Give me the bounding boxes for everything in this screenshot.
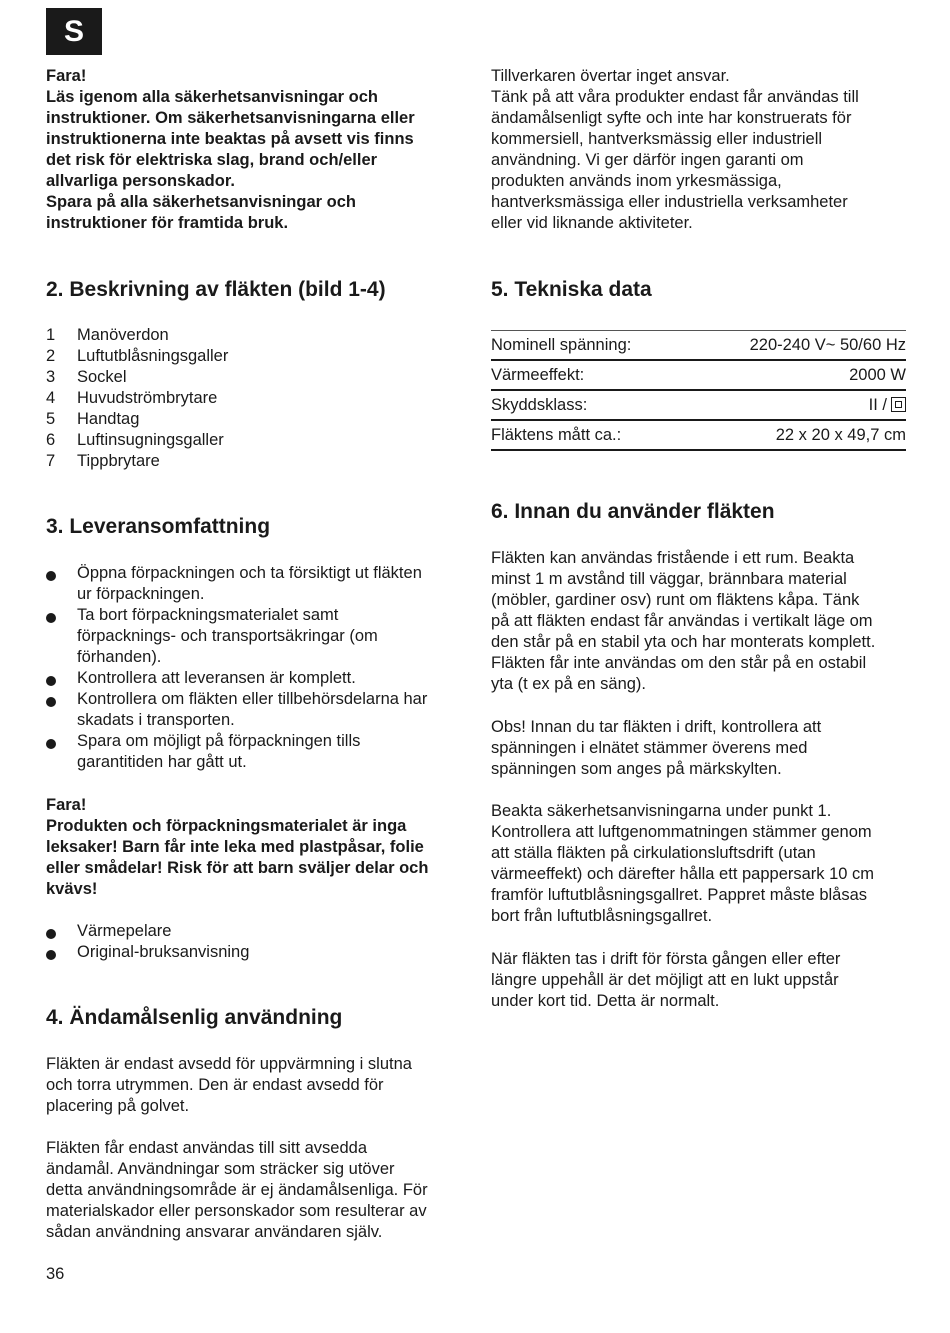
warning-line: instruktioner för framtida bruk.	[46, 214, 289, 232]
warning-line: Spara på alla säkerhetsanvisningar och	[46, 193, 356, 211]
paragraph-line: När fläkten tas i drift för första gången eller efter	[491, 950, 841, 968]
paragraph-line: sådan användning ansvarar användaren själv.	[46, 1223, 383, 1241]
voltage-check-paragraph	[491, 717, 906, 780]
table-row	[491, 420, 906, 450]
paragraph-line: eller vid liknande aktiviteter.	[491, 214, 693, 232]
paragraph-line: materialskador eller personskador som resulterar av	[46, 1202, 427, 1220]
list-item	[46, 409, 461, 430]
misuse-paragraph	[46, 1138, 461, 1243]
paragraph-line: Tillverkaren övertar inget ansvar.	[491, 67, 730, 85]
table-cell-value: 2000 W	[687, 360, 906, 390]
item-line: Värmepelare	[77, 922, 172, 940]
list-item	[46, 430, 461, 451]
airflow-check-paragraph	[491, 801, 906, 927]
item-label: Handtag	[77, 410, 140, 428]
warning-line: instruktioner. Om säkerhetsanvisningarna eller	[46, 109, 415, 127]
paragraph-line: spänningen i elnätet stämmer överens med	[491, 739, 808, 757]
paragraph-line: att ställa fläkten på cirkulationsluftsdrift (utan	[491, 844, 816, 862]
list-item	[46, 689, 461, 731]
paragraph-line: på att fläkten endast får användas i vertikalt läge om	[491, 612, 873, 630]
table-row	[491, 360, 906, 390]
delivery-steps-list	[46, 563, 461, 773]
table-cell-value-with-icon	[687, 390, 906, 420]
paragraph-line: bort från luftutblåsningsgallret.	[491, 907, 713, 925]
table-cell-label: Skyddsklass:	[491, 390, 687, 420]
page-number: 36	[46, 1265, 65, 1283]
list-item	[46, 921, 461, 942]
item-line: förhanden).	[77, 648, 162, 666]
bullet-icon	[46, 571, 56, 581]
item-number: 7	[46, 452, 56, 470]
table-cell-label: Fläktens mått ca.:	[491, 420, 687, 450]
item-number: 4	[46, 389, 56, 407]
paragraph-line: yta (t ex på en säng).	[491, 675, 647, 693]
paragraph-line: spänningen som anges på märkskylten.	[491, 760, 782, 778]
item-number: 3	[46, 368, 56, 386]
section-5-heading: 5. Tekniska data	[491, 278, 652, 301]
paragraph-line: ändamålsenligt syfte och inte har konstruerats för	[491, 109, 852, 127]
item-line: Kontrollera om fläkten eller tillbehörsdelarna har	[77, 690, 428, 708]
paragraph-line: Kontrollera att luftgenommatningen stämmer genom	[491, 823, 872, 841]
paragraph-line: produkten används inom yrkesmässiga,	[491, 172, 782, 190]
paragraph-line: detta användningsområde är ej ändamålsenliga. För	[46, 1181, 428, 1199]
item-label: Huvudströmbrytare	[77, 389, 218, 407]
paragraph-line: framför luftutblåsningsgallret. Pappret måste blåsas	[491, 886, 868, 904]
paragraph-line: den står på en stabil yta och har monterats komplett.	[491, 633, 876, 651]
list-item	[46, 942, 461, 963]
list-item	[46, 668, 461, 689]
table-cell-value: II /	[868, 395, 887, 414]
list-item	[46, 731, 461, 773]
placement-paragraph	[491, 548, 906, 695]
item-line: skadats i transporten.	[77, 711, 235, 729]
bullet-icon	[46, 929, 56, 939]
paragraph-line: kommersiell, hantverksmässig eller industriell	[491, 130, 823, 148]
list-item	[46, 563, 461, 605]
list-item	[46, 388, 461, 409]
section-2-heading: 2. Beskrivning av fläkten (bild 1-4)	[46, 278, 386, 301]
table-cell-label: Värmeeffekt:	[491, 360, 687, 390]
package-contents-list	[46, 921, 461, 963]
table-row	[491, 390, 906, 420]
warning-line: leksaker! Barn får inte leka med plastpåsar, folie	[46, 838, 424, 856]
item-label: Manöverdon	[77, 326, 169, 344]
table-cell-value: 22 x 20 x 49,7 cm	[687, 420, 906, 450]
item-line: Öppna förpackningen och ta försiktigt ut fläkten	[77, 564, 422, 582]
item-line: Spara om möjligt på förpackningen tills	[77, 732, 361, 750]
item-number: 6	[46, 431, 56, 449]
paragraph-line: Tänk på att våra produkter endast får användas till	[491, 88, 859, 106]
item-line: Kontrollera att leveransen är komplett.	[77, 669, 356, 687]
list-item	[46, 451, 461, 472]
paragraph-line: Beakta säkerhetsanvisningarna under punkt 1.	[491, 802, 832, 820]
technical-data-table	[491, 330, 906, 451]
child-safety-warning	[46, 795, 461, 900]
bullet-icon	[46, 950, 56, 960]
list-item	[46, 325, 461, 346]
item-line: ur förpackningen.	[77, 585, 205, 603]
warning-title: Fara!	[46, 67, 87, 85]
warning-line: instruktionerna inte beaktas på avsett vis finns	[46, 130, 414, 148]
paragraph-line: Fläkten får inte användas om den står på en ostabil	[491, 654, 867, 672]
item-label: Luftinsugningsgaller	[77, 431, 224, 449]
bullet-icon	[46, 739, 56, 749]
table-row	[491, 331, 906, 361]
item-number: 5	[46, 410, 56, 428]
paragraph-line: användning. Vi ger därför ingen garanti om	[491, 151, 804, 169]
paragraph-line: Obs! Innan du tar fläkten i drift, kontrollera att	[491, 718, 822, 736]
list-item	[46, 346, 461, 367]
bullet-icon	[46, 613, 56, 623]
paragraph-line: längre uppehåll är det möjligt att en lukt uppstår	[491, 971, 839, 989]
table-cell-value: 220-240 V~ 50/60 Hz	[687, 331, 906, 361]
odor-notice-paragraph	[491, 949, 906, 1012]
bullet-icon	[46, 676, 56, 686]
paragraph-line: hantverksmässiga eller industriella verksamheter	[491, 193, 848, 211]
warning-line: kvävs!	[46, 880, 98, 898]
liability-paragraph	[491, 66, 906, 234]
paragraph-line: Fläkten är endast avsedd för uppvärmning i slutna	[46, 1055, 412, 1073]
paragraph-line: (möbler, gardiner osv) runt om fläktens kåpa. Tänk	[491, 591, 860, 609]
item-label: Sockel	[77, 368, 127, 386]
warning-title: Fara!	[46, 796, 87, 814]
paragraph-line: minst 1 m avstånd till väggar, brännbara material	[491, 570, 847, 588]
warning-line: det risk för elektriska slag, brand och/eller	[46, 151, 378, 169]
bullet-icon	[46, 697, 56, 707]
paragraph-line: placering på golvet.	[46, 1097, 190, 1115]
paragraph-line: värmeeffekt) och därefter hålla ett pappersark 10 cm	[491, 865, 875, 883]
paragraph-line: Fläkten kan användas fristående i ett rum. Beakta	[491, 549, 855, 567]
section-4-heading: 4. Ändamålsenlig användning	[46, 1006, 343, 1029]
section-3-heading: 3. Leveransomfattning	[46, 515, 271, 538]
paragraph-line: och torra utrymmen. Den är endast avsedd för	[46, 1076, 384, 1094]
paragraph-line: under kort tid. Detta är normalt.	[491, 992, 720, 1010]
protection-class-ii-icon	[891, 397, 906, 412]
warning-line: allvarliga personskador.	[46, 172, 235, 190]
paragraph-line: ändamål. Användningar som sträcker sig utöver	[46, 1160, 395, 1178]
item-number: 1	[46, 326, 56, 344]
item-label: Tippbrytare	[77, 452, 160, 470]
section-6-heading: 6. Innan du använder fläkten	[491, 500, 775, 523]
intended-use-paragraph	[46, 1054, 461, 1117]
safety-warning	[46, 66, 461, 234]
language-badge: S	[46, 8, 102, 55]
item-line: Ta bort förpackningsmaterialet samt	[77, 606, 339, 624]
item-line: garantitiden har gått ut.	[77, 753, 247, 771]
table-cell-label: Nominell spänning:	[491, 331, 687, 361]
item-label: Luftutblåsningsgaller	[77, 347, 229, 365]
warning-line: Läs igenom alla säkerhetsanvisningar och	[46, 88, 378, 106]
list-item	[46, 367, 461, 388]
list-item	[46, 605, 461, 668]
paragraph-line: Fläkten får endast användas till sitt avsedda	[46, 1139, 368, 1157]
warning-line: eller smådelar! Risk för att barn sväljer delar och	[46, 859, 429, 877]
item-number: 2	[46, 347, 56, 365]
parts-list	[46, 325, 461, 472]
warning-line: Produkten och förpackningsmaterialet är inga	[46, 817, 407, 835]
item-line: förpacknings- och transportsäkringar (om	[77, 627, 378, 645]
item-line: Original-bruksanvisning	[77, 943, 250, 961]
